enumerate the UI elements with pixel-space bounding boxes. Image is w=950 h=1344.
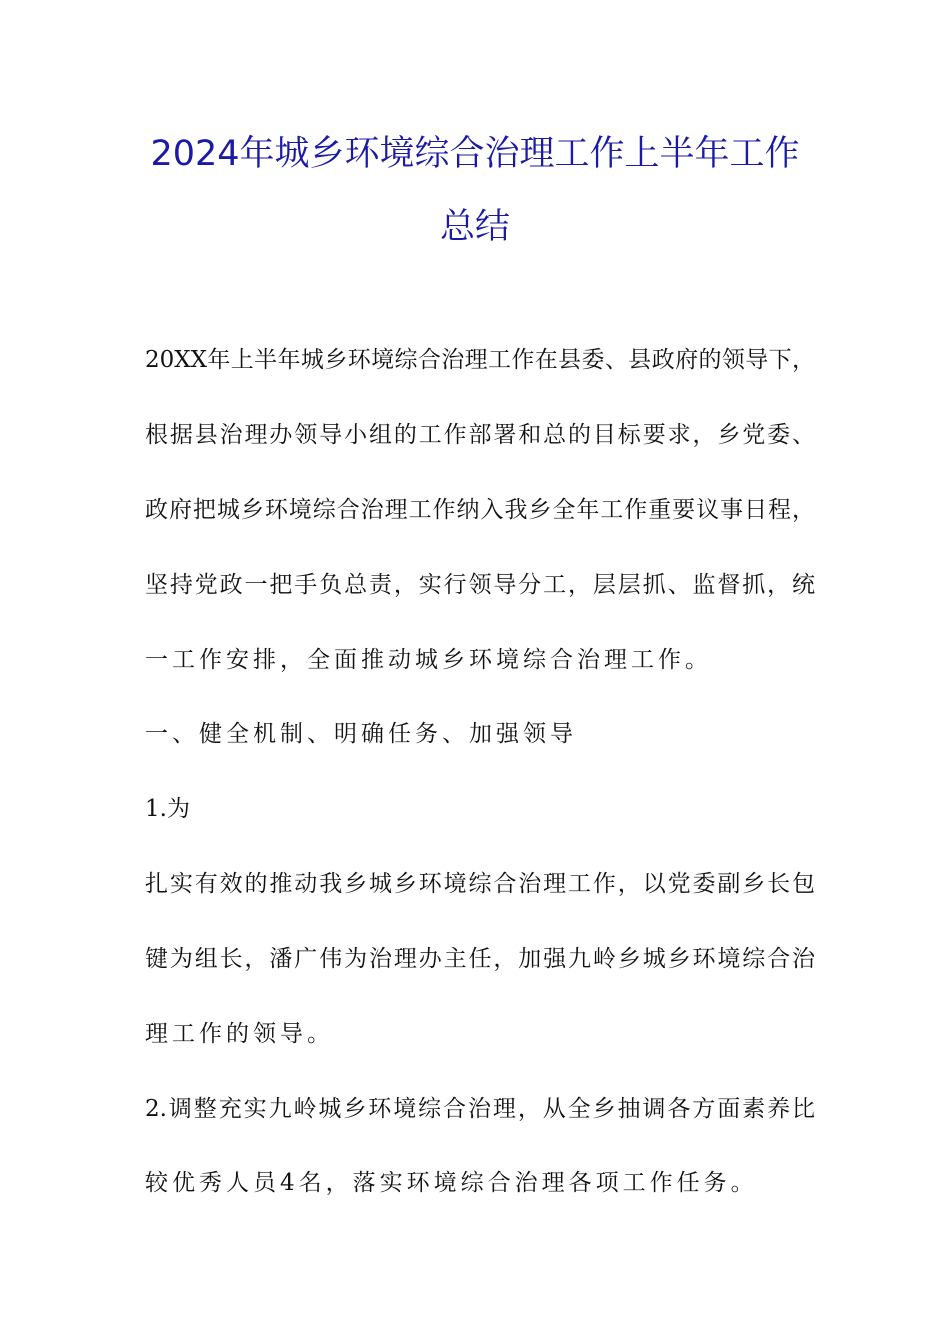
body-line: 根据县治理办领导小组的工作部署和总的目标要求，乡党委、 xyxy=(145,422,815,448)
list-item-number: 1.为 xyxy=(145,796,190,822)
body-line: 20XX年上半年城乡环境综合治理工作在县委、县政府的领导下， xyxy=(145,347,815,373)
body-line: 理工作的领导。 xyxy=(145,1021,334,1047)
body-line: 2.调整充实九岭城乡环境综合治理，从全乡抽调各方面素养比 xyxy=(145,1096,815,1122)
document-title-line-1: 2024年城乡环境综合治理工作上半年工作 xyxy=(150,134,800,174)
body-line: 坚持党政一把手负总责，实行领导分工，层层抓、监督抓，统 xyxy=(145,572,815,598)
document-title-line-2: 总结 xyxy=(439,207,510,247)
body-line: 键为组长，潘广伟为治理办主任，加强九岭乡城乡环境综合治 xyxy=(145,946,815,972)
body-line: 政府把城乡环境综合治理工作纳入我乡全年工作重要议事日程， xyxy=(145,497,815,523)
body-line: 一工作安排，全面推动城乡环境综合治理工作。 xyxy=(145,647,712,673)
body-line: 较优秀人员4名，落实环境综合治理各项工作任务。 xyxy=(145,1170,758,1196)
body-line: 扎实有效的推动我乡城乡环境综合治理工作，以党委副乡长包 xyxy=(145,871,815,897)
section-heading: 一、健全机制、明确任务、加强领导 xyxy=(145,721,577,747)
